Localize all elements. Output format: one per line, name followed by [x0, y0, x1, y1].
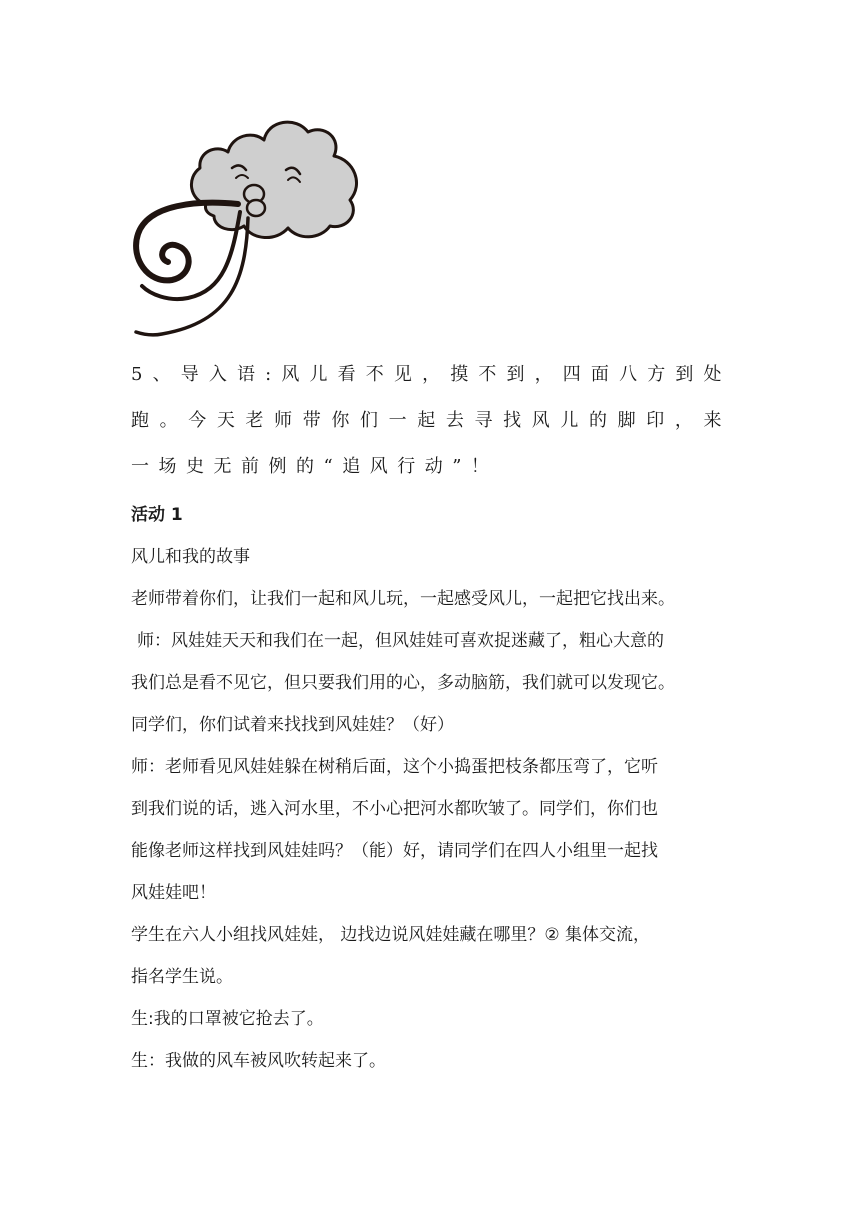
text-line: 到我们说的话，逃入河水里，不小心把河水都吹皱了。同学们，你们也 — [131, 799, 658, 819]
text-line: 学生在六人小组找风娃娃， 边找边说风娃娃藏在哪里？② 集体交流， — [131, 925, 651, 945]
wind-cloud-icon — [128, 108, 378, 343]
text-line: 同学们，你们试着来找找到风娃娃？（好） — [131, 715, 454, 735]
activity-heading: 活动 1 — [131, 505, 183, 525]
lesson-content — [131, 352, 731, 1082]
text-line: 生：我做的风车被风吹转起来了。 — [131, 1051, 386, 1071]
text-line: 生:我的口罩被它抢去了。 — [131, 1009, 324, 1029]
text-line: 师：风娃娃天天和我们在一起，但风娃娃可喜欢捉迷藏了，粗心大意的 — [137, 631, 664, 651]
intro-paragraph: 5、导入语:风儿看不见，摸不到，四面八方到处跑。今天老师带你们一起去寻找风儿的脚印，来一场史无前例的“追风行动”！ — [131, 364, 731, 477]
section-title: 风儿和我的故事 — [131, 547, 250, 567]
text-line: 能像老师这样找到风娃娃吗？（能）好，请同学们在四人小组里一起找 — [131, 841, 658, 861]
text-line: 师：老师看见风娃娃躲在树稍后面，这个小捣蛋把枝条都压弯了，它听 — [131, 757, 658, 777]
text-line: 指名学生说。 — [131, 967, 233, 987]
text-line: 老师带着你们，让我们一起和风儿玩，一起感受风儿，一起把它找出来。 — [131, 589, 675, 609]
text-line: 风娃娃吧！ — [131, 883, 216, 903]
text-line: 我们总是看不见它，但只要我们用的心，多动脑筋，我们就可以发现它。 — [131, 673, 675, 693]
